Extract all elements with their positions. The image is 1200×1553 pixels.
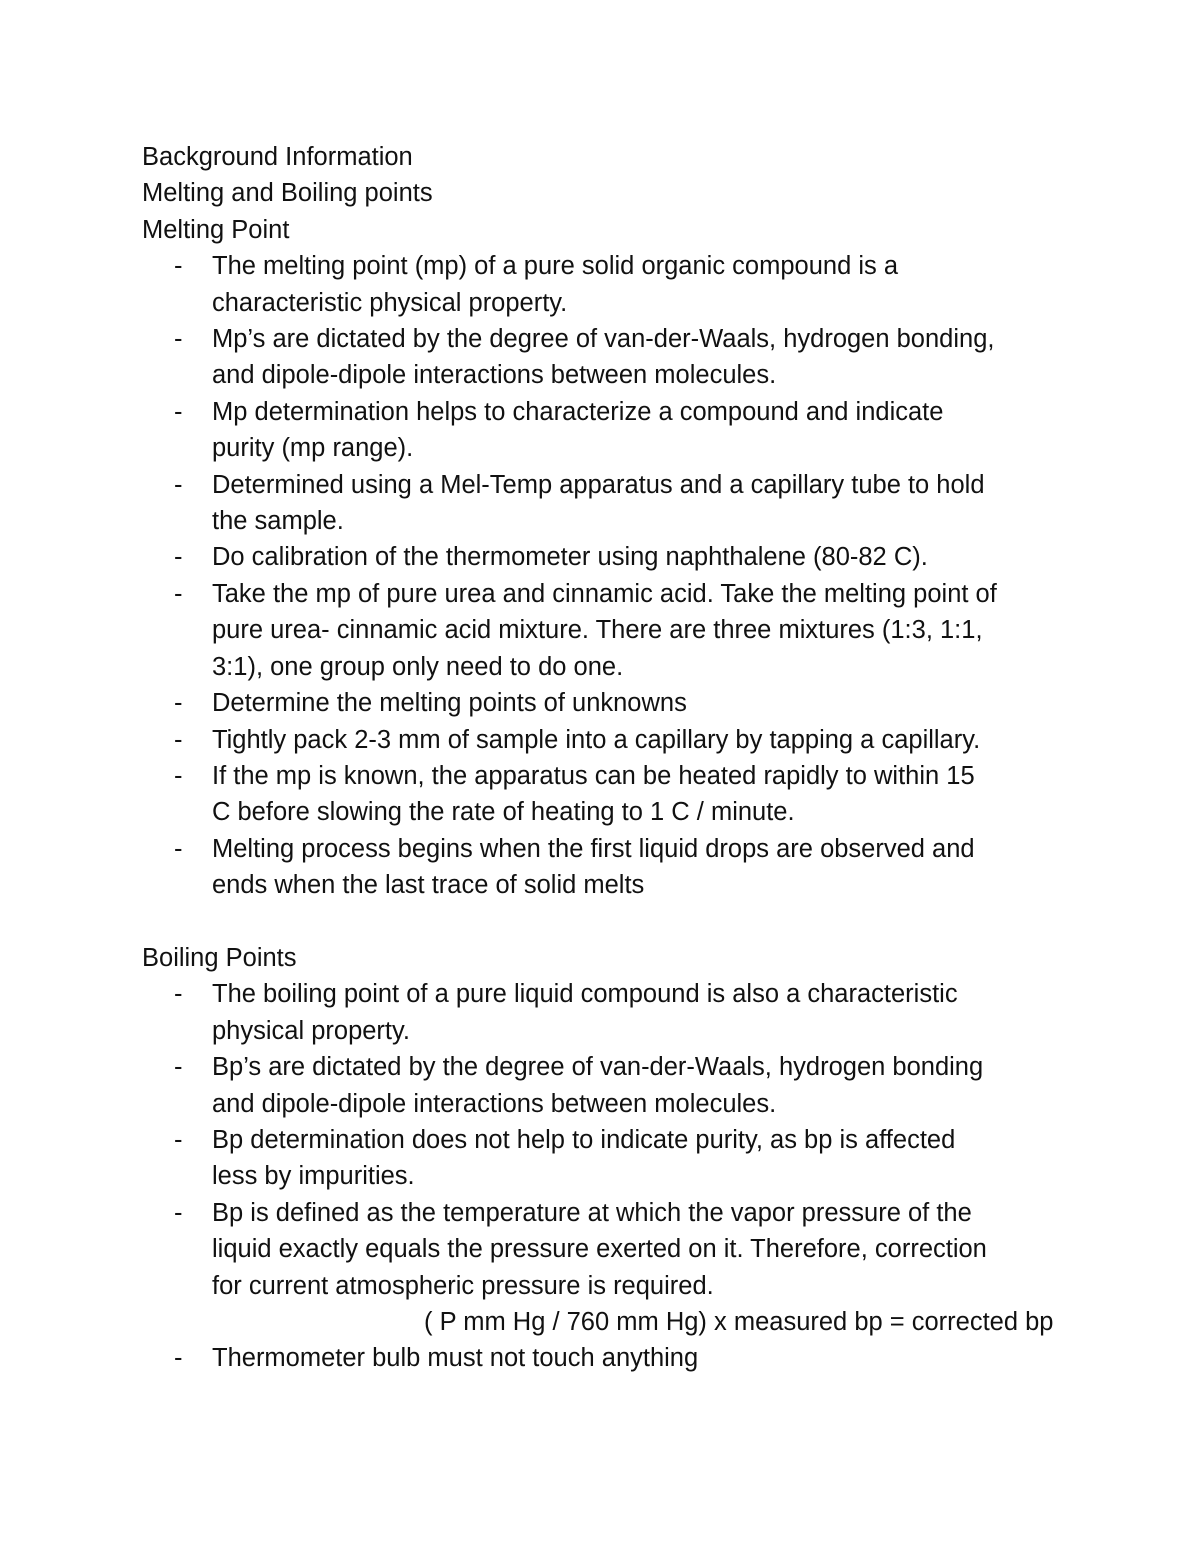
dash-bullet: - <box>174 397 183 426</box>
dash-bullet: - <box>174 1125 183 1154</box>
dash-bullet: - <box>174 834 183 863</box>
list-item: - Do calibration of the thermometer using naphthalene (80-82 C). <box>142 539 1082 575</box>
list-item: - The boiling point of a pure liquid compound is also a characteristic physical property. <box>142 976 1082 1049</box>
dash-bullet: - <box>174 252 183 281</box>
list-item: - Bp determination does not help to indicate purity, as bp is affected less by impurities. <box>142 1122 1082 1195</box>
dash-bullet: - <box>174 725 183 754</box>
melting-point-heading: Melting Point <box>142 215 290 244</box>
list-item: - Bp’s are dictated by the degree of van-der-Waals, hydrogen bonding and dipole-dipole interactions between molecules. <box>142 1049 1082 1122</box>
dash-bullet: - <box>174 1344 183 1373</box>
dash-bullet: - <box>174 1053 183 1082</box>
dash-bullet: - <box>174 579 183 608</box>
list-item: - Determined using a Mel-Temp apparatus and a capillary tube to hold the sample. <box>142 467 1082 540</box>
list-item: - The melting point (mp) of a pure solid organic compound is a characteristic physical property. <box>142 248 1082 321</box>
dash-bullet: - <box>174 980 183 1009</box>
document-subtitle: Melting and Boiling points <box>142 179 433 208</box>
list-item: - Tightly pack 2-3 mm of sample into a capillary by tapping a capillary. <box>142 722 1082 758</box>
list-item: - Take the mp of pure urea and cinnamic acid. Take the melting point of pure urea- cinnamic acid mixture. There are three mixtures (1:3, 1:1, 3:1), one group only need to do one. <box>142 576 1082 685</box>
boiling-points-list <box>142 976 1082 1376</box>
dash-bullet: - <box>174 1198 183 1227</box>
list-item: - If the mp is known, the apparatus can be heated rapidly to within 15 C before slowing the rate of heating to 1 C / minute. <box>142 758 1082 831</box>
list-item: - Determine the melting points of unknowns <box>142 685 1082 721</box>
document-title: Background Information <box>142 143 413 171</box>
list-item: - Mp determination helps to characterize a compound and indicate purity (mp range). <box>142 394 1082 467</box>
dash-bullet: - <box>174 761 183 790</box>
dash-bullet: - <box>174 325 183 354</box>
dash-bullet: - <box>174 689 183 718</box>
list-item: - Melting process begins when the first liquid drops are observed and ends when the last trace of solid melts <box>142 831 1082 904</box>
melting-point-list <box>142 248 1082 903</box>
list-item: - Thermometer bulb must not touch anything <box>142 1340 1082 1376</box>
boiling-points-heading: Boiling Points <box>142 943 297 972</box>
document-page <box>142 139 1082 1377</box>
list-item: - Mp’s are dictated by the degree of van-der-Waals, hydrogen bonding, and dipole-dipole interactions between molecules. <box>142 321 1082 394</box>
list-item: - Bp is defined as the temperature at which the vapor pressure of the liquid exactly equals the pressure exerted on it. Therefore, correction for current atmospheric pressure is required. ( P mm Hg / 760 mm Hg) x measured bp = corrected bp <box>142 1195 1082 1341</box>
correction-formula: ( P mm Hg / 760 mm Hg) x measured bp = corrected bp <box>424 1307 1054 1336</box>
section-spacer <box>142 904 1082 940</box>
dash-bullet: - <box>174 543 183 572</box>
dash-bullet: - <box>174 470 183 499</box>
